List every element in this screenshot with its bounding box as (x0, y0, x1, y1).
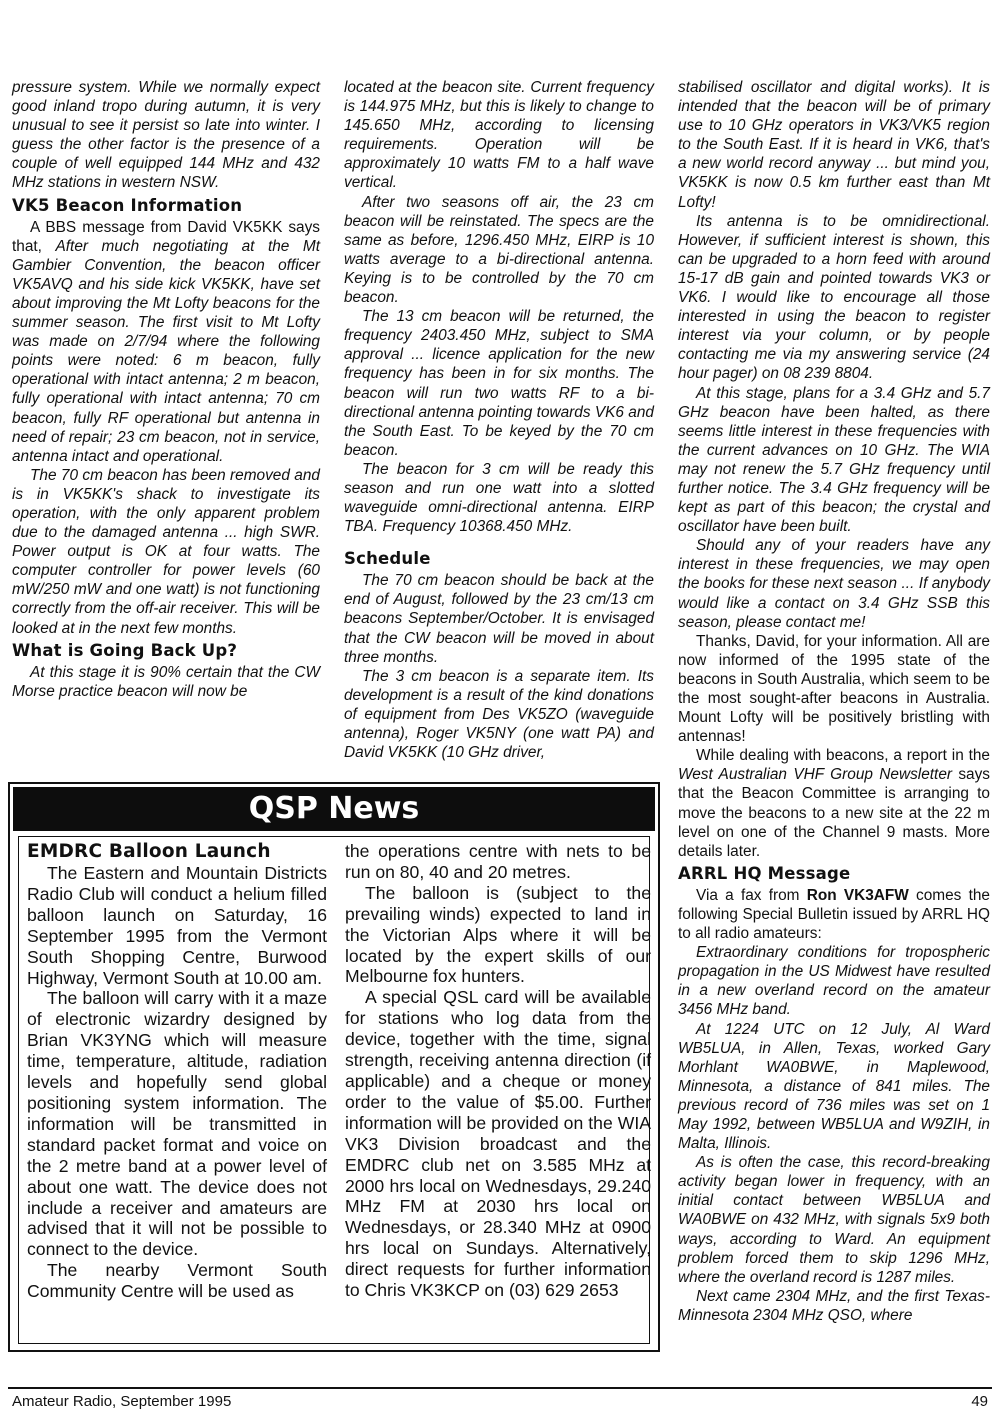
paragraph-quote: After much negotiating at the Mt Gambier Convention, the beacon officer VK5AVQ and his side kick VK5KK, have set about improving the Mt Lofty beacons for the summer season. The first visit to Mt Lofty was made on 2/7/94 where the following points were noted: 6 m beacon, fully operational with intact antenna; 2 m beacon, fully operational with intact antenna; 70 cm beacon, fully RF operational but antenna in need of repair; 23 cm beacon, not in service, antenna intact and operational. (12, 237, 320, 465)
paragraph: The nearby Vermont South Community Centre will be used as (27, 1260, 327, 1302)
paragraph: At this stage it is 90% certain that the CW Morse practice beacon will now be (12, 663, 320, 700)
paragraph: The beacon for 3 cm will be ready this season and run one watt into a slotted waveguide omni-directional antenna. EIRP TBA. Frequency 10368.450 MHz. (344, 460, 654, 536)
paragraph: the operations centre with nets to be run on 80, 40 and 20 metres. (345, 841, 651, 882)
section-heading-arrl: ARRL HQ Message (678, 863, 851, 883)
paragraph: The Eastern and Mountain Districts Radio Club will conduct a helium filled balloon launch on Saturday, 16 September 1995 from the Vermont South Shopping Centre, Burwood Highway, Vermont South at 10.00 am. (27, 863, 327, 988)
paragraph (678, 886, 990, 943)
paragraph: The balloon will carry with it a maze of electronic wizardry designed by Brian VK3YNG which will measure time, temperature, altitude, radiation levels and hopefully send global positioning system information. The information will be transmitted in standard packet format and voice on the 2 metre band at a power level of about one watt. The device does not include a receiver and amateurs are advised that it will not be possible to connect to the device. (27, 988, 327, 1260)
paragraph: The 3 cm beacon is a separate item. Its development is a result of the kind donations of equipment from Des VK5ZO (waveguide antenna), Roger VK5NY (one watt PA) and David VK5KK (10 GHz driver, (344, 667, 654, 762)
paragraph-rest: says that the Beacon Committee is arranging to move the beacons to a new site at the 22 m level on one of the Channel 9 masts. More details later. (678, 766, 991, 860)
paragraph-lead: Via a fax from (696, 886, 807, 904)
section-heading-emdrc: EMDRC Balloon Launch (27, 841, 271, 862)
paragraph-lead: A BBS message from David VK5KK says that, (12, 218, 320, 255)
section-heading-vk5-beacon: VK5 Beacon Information (12, 195, 243, 215)
section-heading-going-back-up: What is Going Back Up? (12, 640, 238, 660)
section-heading-schedule: Schedule (344, 549, 431, 569)
paragraph: stabilised oscillator and digital works). It is intended that the beacon will be of primary use to 10 GHz operators in VK3/VK5 region to the South East. If it is heard in VK6, that's a new world record anyway ... but mind you, VK5KK is now 0.5 km further east than Mt Lofty! (678, 79, 990, 211)
footer-rule (8, 1387, 992, 1389)
paragraph: After two seasons off air, the 23 cm beacon will be reinstated. The specs are the same as before, 1296.450 MHz, EIRP is 10 watts average to a bi-directional antenna. Keying is to be controlled by the 70 cm beacon. (344, 193, 654, 307)
paragraph: Its antenna is to be omnidirectional. However, if sufficient interest is shown, this can be upgraded to a horn feed with around 15-17 dB gain and pointed towards VK3 or VK6. I would like to encourage all those interested in using the beacon to register interest via your column, or by people contacting me via my answering service (24 hour pager) on 08 239 8804. (678, 212, 990, 383)
paragraph: As is often the case, this record-breaking activity began lower in frequency, with an initial contact between WB5LUA and WA0BWE on 432 MHz, with signals 5x9 both ways, according to Ward. An equipment problem forced them to skip 1296 MHz, where the overland record is 1287 miles. (678, 1154, 990, 1286)
paragraph: The 70 cm beacon should be back at the end of August, followed by the 23 cm/13 cm beacons September/October. It is envisaged that the CW beacon will be moved in about three months. (344, 572, 654, 666)
newsletter-title: West Australian VHF Group Newsletter (678, 766, 953, 784)
paragraph: located at the beacon site. Current frequency is 144.975 MHz, but this is likely to change to 145.650 MHz, according to licensing requirements. Operation will be approximately 10 watts FM to a half wave vertical. (344, 79, 654, 192)
paragraph: pressure system. While we normally expect good inland tropo during autumn, it is very unusual to see it persist so late into winter. I guess the other factor is the presence of a couple of well equipped 144 MHz and 432 MHz stations in western NSW. (12, 79, 320, 192)
qsp-news-inner-frame (18, 836, 650, 1344)
paragraph: A special QSL card will be available for stations who log data from the device, together with the time, signal strength, receiving antenna direction (if applicable) and a cheque or money order to the value of $5.00. Further information will be provided on the WIA VK3 Division broadcast and the EMDRC club net on 3.585 MHz at 2000 hrs local on Wednesdays, 29.240 MHz FM at 2030 hrs local on Wednesdays, or 28.340 MHz at 0900 hrs local on Sundays. Alternatively, direct requests for further information to Chris VK3KCP on (03) 629 2653 (345, 987, 651, 1301)
qsp-news-box (8, 782, 660, 1352)
paragraph: Extraordinary conditions for tropospheric propagation in the US Midwest have resulted in a new overland record on the amateur 3456 MHz band. (678, 944, 990, 1019)
qsp-news-banner: QSP News (13, 787, 655, 831)
paragraph: At this stage, plans for a 3.4 GHz and 5.7 GHz beacon have been halted, as there seems little interest in these frequencies with the current advances on 10 GHz. The WIA may not renew the 5.7 GHz frequency until further notice. The 3.4 GHz frequency will be kept as part of this beacon; the crystal and oscillator have been built. (678, 384, 990, 536)
paragraph: The 70 cm beacon has been removed and is in VK5KK's shack to investigate its operation, with the only apparent problem due to the damaged antenna ... high SWR. Power output is OK at four watts. The computer controller for power levels (60 mW/250 mW and one watt) is not functioning correctly from the off-air receiver. This will be looked at in the next few months. (12, 466, 320, 637)
article-column-1 (12, 78, 320, 701)
qsp-column-1 (27, 841, 327, 1302)
source-name: Ron VK3AFW (806, 886, 909, 904)
footer-publication: Amateur Radio, September 1995 (12, 1393, 232, 1410)
paragraph: At 1224 UTC on 12 July, Al Ward WB5LUA, in Allen, Texas, worked Gary Morhlant WA0BWE, in Maplewood, Minnesota, a distance of 841 miles. The previous record of 736 miles was set on 1 May 1992, between WB5LUA and W9ZIH, in Malta, Illinois. (678, 1020, 990, 1153)
paragraph: The 13 cm beacon will be returned, the frequency 2403.450 MHz, subject to SMA approval ... licence application for the new frequency has been in for six months. The beacon will run two watts RF to a bi-directional antenna pointing towards VK6 and the South East. To be keyed by the 70 cm beacon. (344, 308, 654, 459)
paragraph-lead: While dealing with beacons, a report in the (696, 747, 990, 765)
paragraph: The balloon is (subject to the prevailing winds) expected to land in the Victorian Alps where it will be located by the expert skills of our Melbourne fox hunters. (345, 882, 651, 987)
paragraph: Should any of your readers have any interest in these frequencies, we may open the books for these next season ... If anybody would like a contact on 3.4 GHz SSB this season, please contact me! (678, 537, 990, 631)
paragraph-rest: comes the following Special Bulletin issued by ARRL HQ to all radio amateurs: (678, 886, 990, 943)
paragraph: Thanks, David, for your information. All are now informed of the 1995 state of the beacons in South Australia, which seem to be the most sought-after beacons in Australia. Mount Lofty will be positively bristling with antennas! (678, 632, 990, 746)
paragraph (12, 218, 320, 466)
paragraph: Next came 2304 MHz, and the first Texas-Minnesota 2304 MHz QSO, where (678, 1287, 990, 1324)
article-column-2 (344, 78, 654, 762)
paragraph (678, 746, 990, 861)
article-column-3 (678, 78, 990, 1325)
page-number: 49 (971, 1393, 988, 1410)
qsp-column-2 (345, 841, 651, 1301)
